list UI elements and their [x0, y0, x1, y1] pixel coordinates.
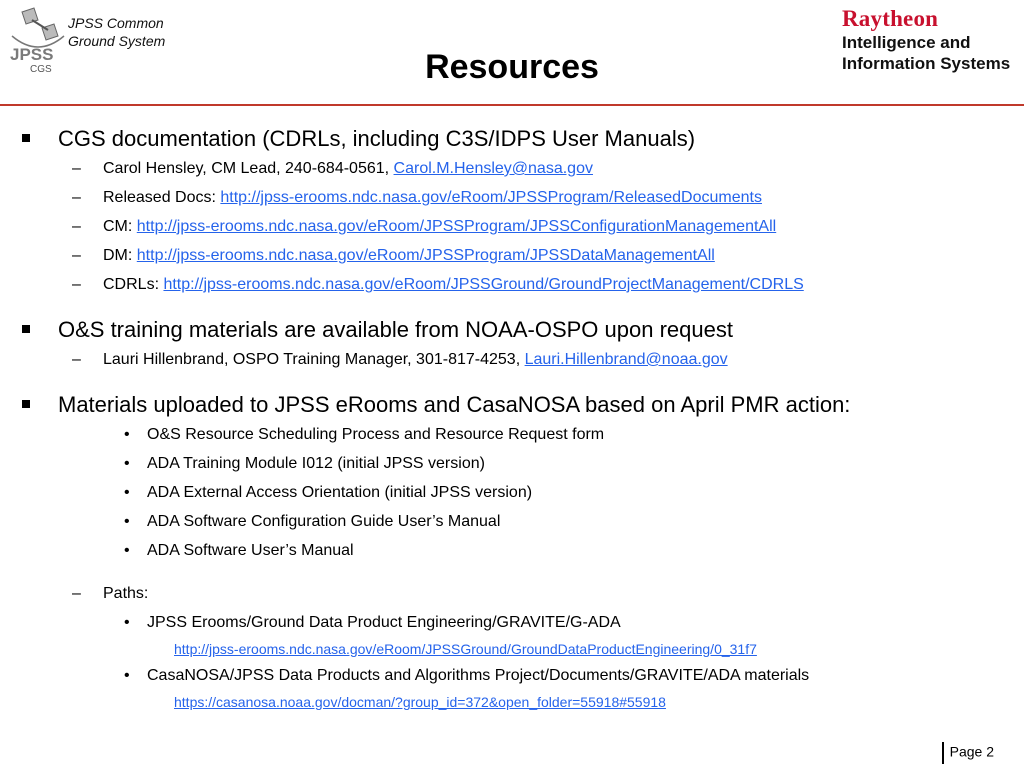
raytheon-brand: Raytheon	[842, 6, 939, 31]
raytheon-logo	[842, 6, 1022, 74]
slide-content	[0, 124, 1024, 714]
dot-bullet-icon: •	[124, 455, 130, 472]
cdrls-link[interactable]: http://jpss-erooms.ndc.nasa.gov/eRoom/JPSSGround/GroundProjectManagement/CDRLS	[163, 276, 804, 293]
path-link-row-casanosa	[0, 690, 1024, 714]
square-bullet-icon	[22, 400, 30, 408]
page-title: Resources	[425, 48, 599, 86]
path-link-row-erooms	[0, 637, 1024, 661]
header-divider	[0, 104, 1024, 106]
svg-text:CGS: CGS	[30, 64, 52, 74]
dash-bullet-icon: –	[72, 585, 81, 602]
svg-text:JPSS: JPSS	[10, 45, 54, 64]
dash-bullet-icon: –	[72, 218, 81, 235]
sub-item-cdrls: – CDRLs: http://jpss-erooms.ndc.nasa.gov/eRoom/JPSSGround/GroundProjectManagement/CDRLS	[0, 270, 1024, 299]
dot-bullet-icon: •	[124, 667, 130, 684]
path-item-erooms: • JPSS Erooms/Ground Data Product Engineering/GRAVITE/G-ADA	[0, 608, 1024, 637]
program-name-line1: JPSS Common	[68, 15, 164, 31]
sub-item-released-docs: – Released Docs: http://jpss-erooms.ndc.nasa.gov/eRoom/JPSSProgram/ReleasedDocuments	[0, 183, 1024, 212]
sub-item-training-manager: – Lauri Hillenbrand, OSPO Training Manager, 301-817-4253, Lauri.Hillenbrand@noaa.gov	[0, 345, 1024, 374]
page-number: Page 2	[949, 743, 994, 760]
paths-label: – Paths:	[0, 579, 1024, 608]
bullet-os-training: O&S training materials are available from NOAA-OSPO upon request	[0, 315, 1024, 345]
sub-item-cm: – CM: http://jpss-erooms.ndc.nasa.gov/eRoom/JPSSProgram/JPSSConfigurationManagementAll	[0, 212, 1024, 241]
page-footer	[942, 742, 994, 764]
dot-bullet-icon: •	[124, 513, 130, 530]
square-bullet-icon	[22, 325, 30, 333]
material-item: • ADA Software User’s Manual	[0, 536, 1024, 565]
sub-item-cm-lead: – Carol Hensley, CM Lead, 240-684-0561, Carol.M.Hensley@nasa.gov	[0, 154, 1024, 183]
square-bullet-icon	[22, 134, 30, 142]
cm-link[interactable]: http://jpss-erooms.ndc.nasa.gov/eRoom/JPSSProgram/JPSSConfigurationManagementAll	[136, 218, 777, 235]
material-item: • ADA External Access Orientation (initial JPSS version)	[0, 478, 1024, 507]
dot-bullet-icon: •	[124, 484, 130, 501]
dot-bullet-icon: •	[124, 614, 130, 631]
material-item: • ADA Software Configuration Guide User’s Manual	[0, 507, 1024, 536]
dash-bullet-icon: –	[72, 351, 81, 368]
material-item: • ADA Training Module I012 (initial JPSS version)	[0, 449, 1024, 478]
casanosa-link[interactable]: https://casanosa.noaa.gov/docman/?group_id=372&open_folder=55918#55918	[174, 694, 666, 710]
email-link-hillenbrand[interactable]: Lauri.Hillenbrand@noaa.gov	[524, 351, 728, 368]
dm-link[interactable]: http://jpss-erooms.ndc.nasa.gov/eRoom/JPSSProgram/JPSSDataManagementAll	[136, 247, 715, 264]
bullet-cgs-documentation: CGS documentation (CDRLs, including C3S/IDPS User Manuals)	[0, 124, 1024, 154]
dot-bullet-icon: •	[124, 426, 130, 443]
raytheon-sub-line1: Intelligence and	[842, 33, 971, 52]
dash-bullet-icon: –	[72, 247, 81, 264]
bullet-materials-uploaded: Materials uploaded to JPSS eRooms and CasaNOSA based on April PMR action:	[0, 390, 1024, 420]
material-item: • O&S Resource Scheduling Process and Resource Request form	[0, 420, 1024, 449]
footer-divider	[942, 742, 944, 764]
dash-bullet-icon: –	[72, 276, 81, 293]
sub-item-dm: – DM: http://jpss-erooms.ndc.nasa.gov/eRoom/JPSSProgram/JPSSDataManagementAll	[0, 241, 1024, 270]
dash-bullet-icon: –	[72, 160, 81, 177]
erooms-gravite-link[interactable]: http://jpss-erooms.ndc.nasa.gov/eRoom/JPSSGround/GroundDataProductEngineering/0_31f7	[174, 641, 757, 657]
program-name-line2: Ground System	[68, 33, 166, 49]
path-item-casanosa: • CasaNOSA/JPSS Data Products and Algorithms Project/Documents/GRAVITE/ADA materials	[0, 661, 1024, 690]
released-docs-link[interactable]: http://jpss-erooms.ndc.nasa.gov/eRoom/JPSSProgram/ReleasedDocuments	[220, 189, 762, 206]
email-link-hensley[interactable]: Carol.M.Hensley@nasa.gov	[393, 160, 593, 177]
dash-bullet-icon: –	[72, 189, 81, 206]
dot-bullet-icon: •	[124, 542, 130, 559]
program-name	[68, 14, 165, 50]
raytheon-sub-line2: Information Systems	[842, 54, 1011, 73]
